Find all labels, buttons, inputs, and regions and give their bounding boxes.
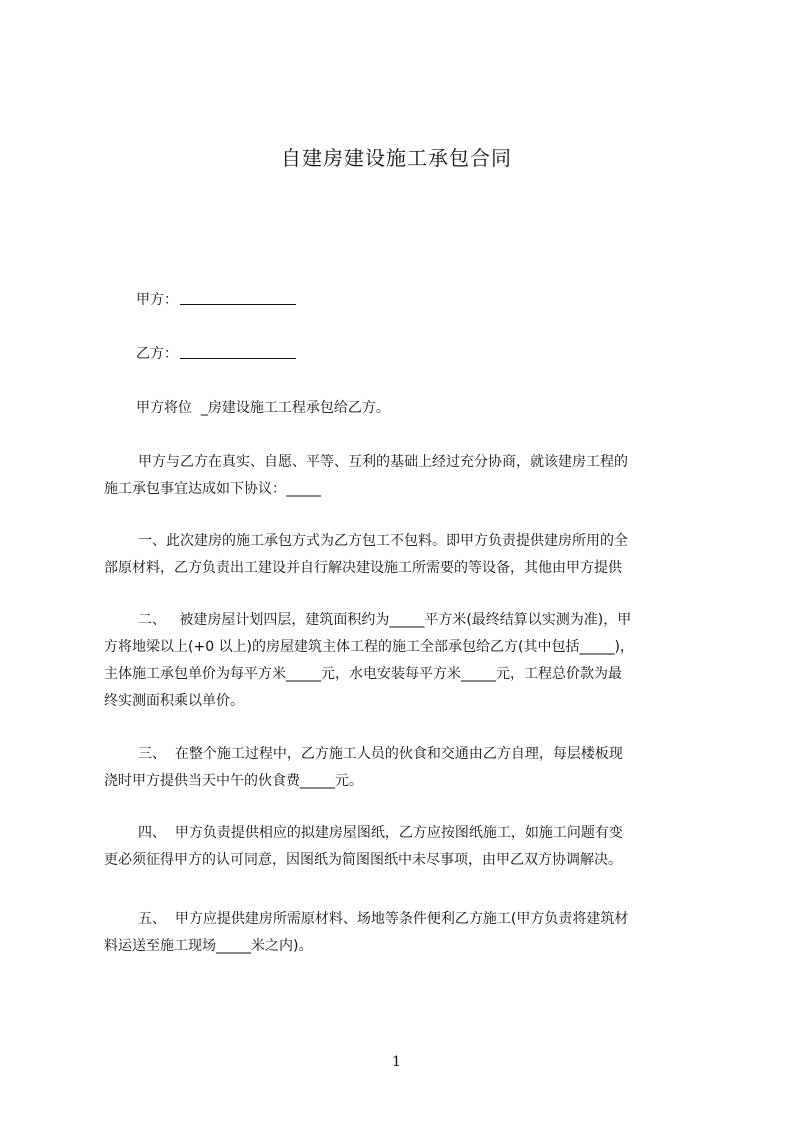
intro-line: 甲方将位 _房建设施工工程承包给乙方。	[136, 400, 390, 416]
page-number: 1	[392, 1054, 401, 1070]
preamble-line-1: 甲方与乙方在真实、自愿、平等、互利的基础上经过充分协商，就该建房工程的	[138, 454, 628, 470]
party-b-label: 乙方：	[136, 346, 178, 362]
clause-2-line-4: 终实测面积乘以单价。	[104, 693, 244, 709]
party-b-line	[136, 341, 736, 368]
clause-1-line-2: 部原材料，乙方负责出工建设并自行解决建设施工所需要的等设备，其他由甲方提供	[104, 560, 622, 576]
party-a-line	[136, 287, 736, 314]
clause-2-line-1: 二、 被建房屋计划四层，建筑面积约为_____平方米(最终结算以实测为准)，甲	[138, 612, 632, 628]
preamble-line-2: 施工承包事宜达成如下协议：_____	[104, 481, 321, 497]
clause-2-line-2: 方将地梁以上(+0 以上)的房屋建筑主体工程的施工全部承包给乙方(其中包括_____)，	[104, 639, 634, 655]
clause-5-line-2: 料运送至施工现场_____米之内)。	[104, 938, 313, 954]
clause-5-line-1: 五、 甲方应提供建房所需原材料、场地等条件便利乙方施工(甲方负责将建筑材	[138, 911, 629, 927]
party-b-blank	[180, 343, 296, 359]
clause-1-line-1: 一、此次建房的施工承包方式为乙方包工不包料。即甲方负责提供建房所用的全	[138, 533, 628, 549]
clause-4-line-1: 四、 甲方负责提供相应的拟建房屋图纸，乙方应按图纸施工，如施工问题有变	[138, 825, 623, 841]
clause-2-line-3: 主体施工承包单价为每平方米_____元，水电安装每平方米_____元，工程总价款为最	[104, 666, 622, 682]
document-title: 自建房建设施工承包合同	[281, 146, 512, 170]
clause-3-line-2: 浇时甲方提供当天中午的伙食费_____元。	[104, 773, 363, 789]
clause-3-line-1: 三、 在整个施工过程中，乙方施工人员的伙食和交通由乙方自理，每层楼板现	[138, 746, 623, 762]
party-a-label: 甲方：	[136, 292, 178, 308]
party-a-blank	[180, 289, 296, 305]
clause-4-line-2: 更必须征得甲方的认可同意，因图纸为简图图纸中未尽事项，由甲乙双方协调解决。	[104, 852, 622, 868]
